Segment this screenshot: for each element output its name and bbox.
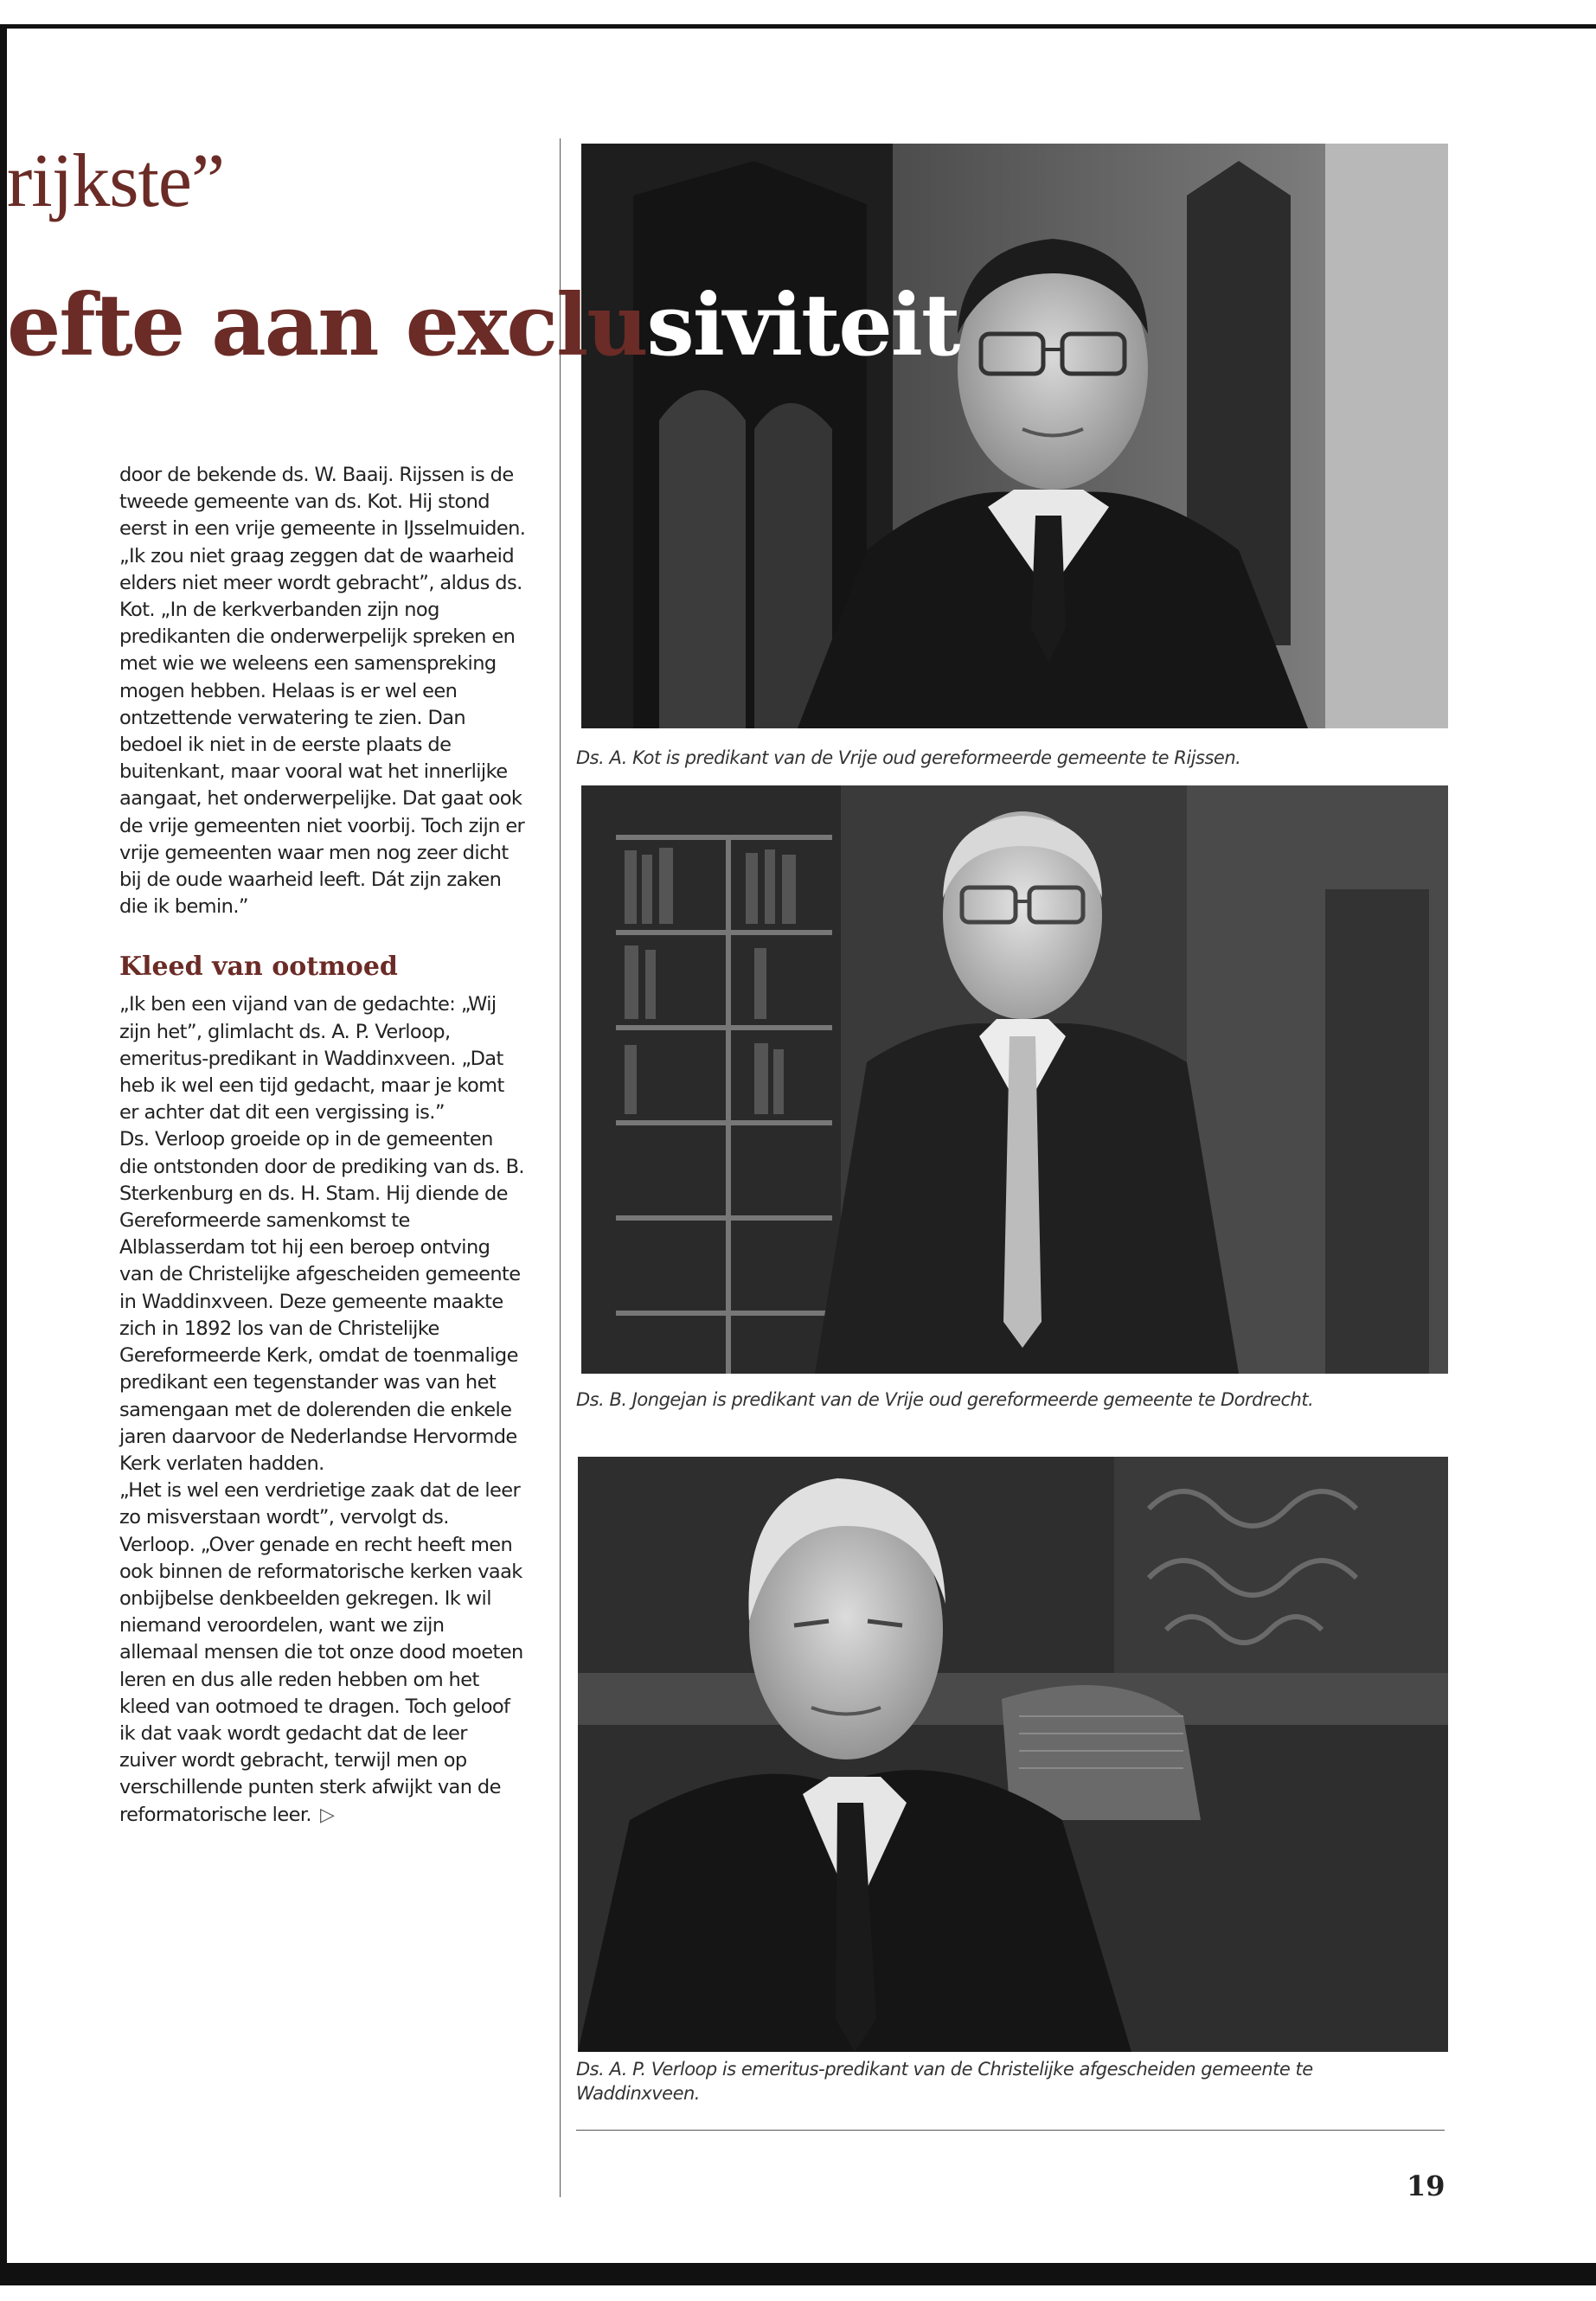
body-paragraph-5-text: „Het is wel een verdrietige zaak dat de leer zo misverstaan wordt”, vervolgt ds. Verloop. „Over genade en recht heeft men ook binnen de reformatorische kerken vaak onbijbelse denkbeelden gekregen. Ik wil niemand veroordelen, want we zijn allemaal mensen die tot onze dood moeten leren en dus alle reden hebben om het kleed van ootmoed te dragen. Toch geloof ik dat vaak wordt gedacht dat de leer zuiver wordt gebracht, terwijl men op verschillende punten sterk afwijkt van de reformatorische leer. bbox=[119, 1479, 523, 1826]
photo-ds-jongejan bbox=[581, 785, 1448, 1374]
body-paragraph-4: Ds. Verloop groeide op in de gemeenten die ontstonden door de prediking van ds. B. Sterkenburg en ds. H. Stam. Hij diende de Gereformeerde samenkomst te Alblasserdam tot hij een beroep ontving van de Christelijke afgescheiden gemeente in Waddinxveen. Deze gemeente maakte zich in 1892 los van de Christelijke Gereformeerde Kerk, omdat de toenmalige predikant een tegenstander was van het samengaan met de dolerenden die enkele jaren daarvoor de Nederlandse Hervormde Kerk verlaten hadden. bbox=[119, 1128, 524, 1475]
caption-photo3: Ds. A. P. Verloop is emeritus-predikant van de Christelijke afgescheiden gemeente te Waddinxveen. bbox=[576, 2059, 1313, 2104]
page-number: 19 bbox=[1407, 2170, 1445, 2202]
column-divider bbox=[560, 138, 561, 2197]
subheading-kleed-van-ootmoed: Kleed van ootmoed bbox=[119, 952, 398, 983]
continue-arrow-icon: ▷ bbox=[319, 1804, 335, 1826]
caption-photo1: Ds. A. Kot is predikant van de Vrije oud gereformeerde gemeente te Rijssen. bbox=[576, 747, 1241, 768]
photo-ds-kot bbox=[581, 144, 1448, 728]
caption-photo2: Ds. B. Jongejan is predikant van de Vrije oud gereformeerde gemeente te Dordrecht. bbox=[576, 1389, 1314, 1410]
headline-line2-left: efte aan exclu bbox=[7, 276, 647, 375]
body-paragraph-5 bbox=[119, 1477, 526, 1829]
photo-ds-verloop bbox=[578, 1457, 1448, 2052]
article-body-column bbox=[119, 462, 526, 1829]
headline-line1: rijkste” bbox=[7, 139, 225, 223]
headline-line2-right: siviteit bbox=[646, 276, 959, 375]
body-paragraph-1: door de bekende ds. W. Baaij. Rijssen is de tweede gemeente van ds. Kot. Hij stond eerst in een vrije gemeente in IJsselmuiden. bbox=[119, 464, 526, 541]
left-edge-bar bbox=[0, 24, 7, 2265]
body-paragraph-3: „Ik ben een vijand van de gedachte: „Wij zijn het”, glimlacht ds. A. P. Verloop, emeritus-predikant in Waddinxveen. „Dat heb ik wel een tijd gedacht, maar je komt er achter dat dit een vergissing is.” bbox=[119, 993, 504, 1125]
body-paragraph-2: „Ik zou niet graag zeggen dat de waarheid elders niet meer wordt gebracht”, aldus ds. Kot. „In de kerkverbanden zijn nog predikanten die onderwerpelijk spreken en met wie we weleens een samenspreking mogen hebben. Helaas is er wel een ontzettende verwatering te zien. Dan bedoel ik niet in de eerste plaats de buitenkant, maar vooral wat het innerlijke aangaat, het onderwerpelijke. Dat gaat ook de vrije gemeenten niet voorbij. Toch zijn er vrije gemeenten waar men nog zeer dicht bij de oude waarheid leeft. Dát zijn zaken die ik bemin.” bbox=[119, 544, 525, 919]
headline-line2 bbox=[7, 276, 959, 375]
top-rule bbox=[0, 24, 1596, 29]
bottom-rule bbox=[0, 2263, 1596, 2285]
caption-bottom-rule bbox=[576, 2130, 1445, 2131]
